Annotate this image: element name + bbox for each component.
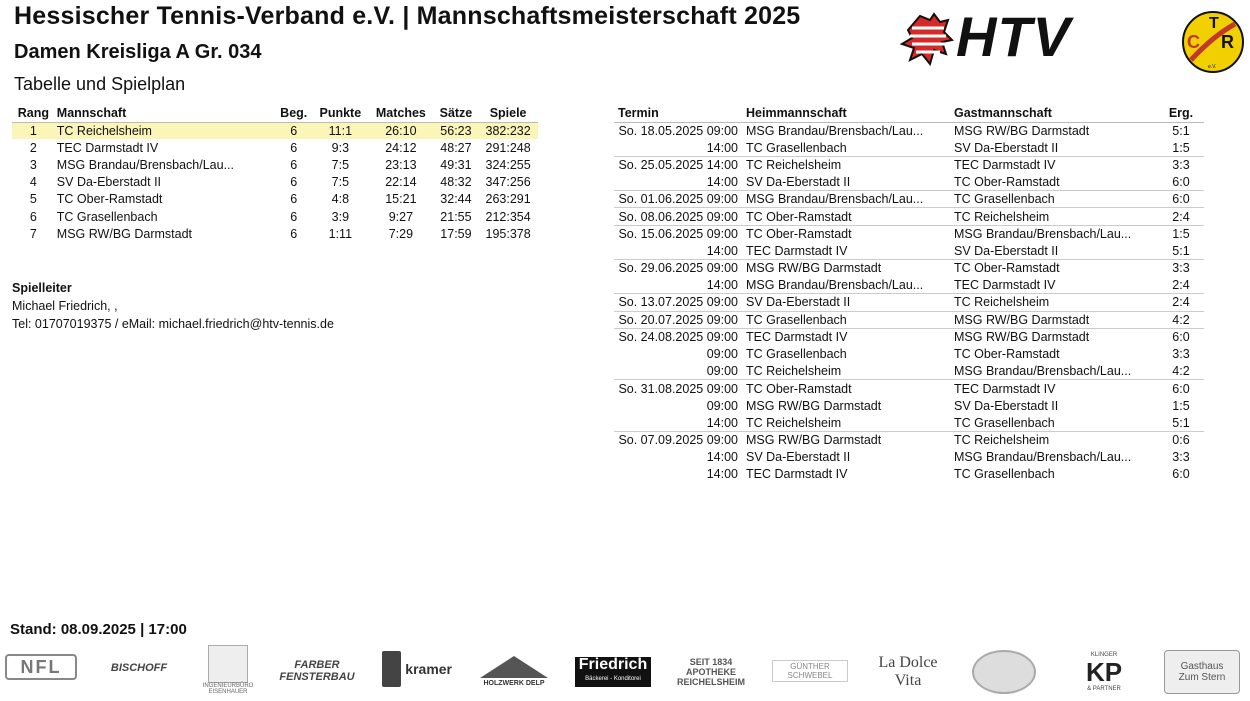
col-punkte: Punkte	[319, 106, 362, 121]
guest-team-cell: TEC Darmstadt IV	[954, 158, 1056, 173]
schedule-header-row	[614, 105, 1204, 122]
home-team-cell: MSG Brandau/Brensbach/Lau...	[746, 192, 924, 207]
guest-team-cell: SV Da-Eberstadt II	[954, 140, 1059, 155]
result-cell: 3:3	[1172, 347, 1190, 362]
result-cell: 6:0	[1172, 330, 1190, 345]
termin-cell: 14:00	[706, 450, 738, 465]
stern-line2: Zum Stern	[1178, 672, 1226, 683]
club-logo-letter-r: R	[1221, 32, 1234, 52]
home-team-cell: TC Ober-Ramstadt	[746, 209, 852, 224]
rank-cell: 2	[29, 140, 37, 155]
schedule-row	[614, 431, 1204, 448]
result-cell: 2:4	[1172, 278, 1190, 293]
col-rang: Rang	[17, 106, 50, 121]
result-cell: 4:2	[1172, 312, 1190, 327]
standings-row	[12, 208, 538, 225]
schedule-row	[614, 225, 1204, 242]
result-cell: 0:6	[1172, 433, 1190, 448]
sets-cell: 48:32	[440, 175, 472, 190]
home-team-cell: TC Grasellenbach	[746, 347, 847, 362]
standings-row	[12, 156, 538, 173]
termin-cell: So. 13.07.2025 09:00	[618, 295, 738, 310]
klinger-bottom: & PARTNER	[1087, 686, 1121, 692]
games-cell: 263:291	[485, 192, 531, 207]
club-logo	[1181, 10, 1245, 76]
schedule-row	[614, 449, 1204, 466]
sponsor-bischoff-logo: BISCHOFF	[110, 662, 168, 674]
schedule-row	[614, 174, 1204, 191]
kramer-emblem-icon	[382, 651, 401, 687]
matches-cell: 9:27	[388, 209, 414, 224]
rank-cell: 5	[29, 192, 37, 207]
schedule-row	[614, 191, 1204, 208]
schedule-row	[614, 122, 1204, 139]
friedrich-text: Friedrich	[578, 656, 648, 673]
result-cell: 6:0	[1172, 192, 1190, 207]
team-cell: TEC Darmstadt IV	[56, 140, 159, 155]
result-cell: 1:5	[1172, 398, 1190, 413]
guest-team-cell: TC Ober-Ramstadt	[954, 174, 1060, 189]
ingenieurbuero-text: INGENIEURBÜRO EISENHAUER	[202, 683, 254, 695]
col-ergebnis: Erg.	[1168, 106, 1194, 121]
result-cell: 5:1	[1172, 415, 1190, 430]
termin-cell: 14:00	[706, 243, 738, 258]
schedule-row	[614, 311, 1204, 328]
sets-cell: 49:31	[440, 157, 472, 172]
spielleiter-name: Michael Friedrich, ,	[12, 299, 118, 313]
sets-cell: 56:23	[434, 122, 479, 139]
rank-cell: 1	[12, 122, 55, 139]
col-saetze: Sätze	[439, 106, 473, 121]
sponsor-kramer-logo	[382, 650, 452, 688]
played-cell: 6	[290, 226, 298, 241]
schedule-row	[614, 242, 1204, 259]
points-cell: 1:11	[328, 226, 353, 241]
schedule-row	[614, 156, 1204, 173]
home-team-cell: TEC Darmstadt IV	[746, 330, 848, 345]
guest-team-cell: SV Da-Eberstadt II	[954, 243, 1059, 258]
standings-row	[12, 139, 538, 156]
col-termin: Termin	[618, 106, 659, 121]
termin-cell: So. 07.09.2025 09:00	[618, 433, 738, 448]
played-cell: 6	[290, 209, 298, 224]
sponsor-bar	[0, 640, 1250, 701]
htv-logo	[900, 5, 1116, 72]
result-cell: 6:0	[1172, 467, 1190, 482]
guest-team-cell: SV Da-Eberstadt II	[954, 398, 1059, 413]
schedule-row	[614, 397, 1204, 414]
guest-team-cell: TEC Darmstadt IV	[954, 278, 1056, 293]
schedule-row	[614, 380, 1204, 397]
sponsor-ingenieurbuero-logo	[204, 642, 252, 698]
result-cell: 4:2	[1172, 363, 1190, 378]
rank-cell: 6	[29, 209, 37, 224]
termin-cell: So. 25.05.2025 14:00	[618, 158, 738, 173]
points-cell: 4:8	[331, 192, 350, 207]
termin-cell: 14:00	[706, 140, 738, 155]
holzwerk-text: HOLZWERK DELP	[483, 679, 545, 687]
home-team-cell: TEC Darmstadt IV	[746, 243, 848, 258]
guest-team-cell: TC Ober-Ramstadt	[954, 347, 1060, 362]
team-cell: MSG RW/BG Darmstadt	[56, 226, 193, 241]
guest-team-cell: TC Grasellenbach	[954, 467, 1055, 482]
guest-team-cell: MSG RW/BG Darmstadt	[954, 123, 1090, 138]
klinger-kp: KP	[1085, 657, 1123, 687]
result-cell: 6:0	[1172, 174, 1190, 189]
klinger-top: KLINGER	[1090, 652, 1118, 658]
league-subtitle: Damen Kreisliga A Gr. 034	[14, 41, 262, 63]
termin-cell: So. 20.07.2025 09:00	[618, 312, 738, 327]
guest-team-cell: TC Grasellenbach	[954, 415, 1055, 430]
standings-row	[12, 174, 538, 191]
points-cell: 7:5	[331, 175, 350, 190]
result-cell: 6:0	[1172, 381, 1190, 396]
result-cell: 3:3	[1172, 261, 1190, 276]
games-cell: 291:248	[485, 140, 531, 155]
roof-icon	[480, 656, 548, 678]
col-gastmannschaft: Gastmannschaft	[954, 106, 1052, 121]
played-cell: 6	[290, 140, 298, 155]
club-logo-letter-t: T	[1209, 15, 1219, 32]
termin-cell: So. 01.06.2025 09:00	[618, 192, 738, 207]
termin-cell: 09:00	[706, 347, 738, 362]
guest-team-cell: TC Reichelsheim	[954, 433, 1050, 448]
termin-cell: 09:00	[706, 363, 738, 378]
guest-team-cell: TC Reichelsheim	[954, 209, 1050, 224]
points-cell: 3:9	[331, 209, 350, 224]
sponsor-klinger-logo	[1072, 644, 1136, 700]
home-team-cell: SV Da-Eberstadt II	[746, 450, 851, 465]
col-beg: Beg.	[280, 106, 308, 121]
games-cell: 195:378	[485, 226, 531, 241]
standings-row	[12, 122, 538, 139]
home-team-cell: TEC Darmstadt IV	[746, 467, 848, 482]
sets-cell: 21:55	[440, 209, 472, 224]
guest-team-cell: MSG RW/BG Darmstadt	[954, 330, 1090, 345]
standings-header-row	[12, 105, 538, 122]
spielleiter-heading: Spielleiter	[12, 281, 72, 295]
schedule-row	[614, 414, 1204, 431]
spielleiter-contact: Tel: 01707019375 / eMail: michael.friedrich@htv-tennis.de	[12, 317, 334, 331]
home-team-cell: SV Da-Eberstadt II	[746, 295, 851, 310]
home-team-cell: TC Grasellenbach	[746, 140, 847, 155]
schedule-row	[614, 277, 1204, 294]
club-logo-letter-c: C	[1187, 32, 1200, 52]
sets-cell: 48:27	[440, 140, 472, 155]
termin-cell: So. 24.08.2025 09:00	[618, 330, 738, 345]
schedule-row	[614, 294, 1204, 311]
points-cell: 11:1	[313, 122, 368, 139]
schedule-row	[614, 363, 1204, 380]
result-cell: 5:1	[1172, 243, 1190, 258]
guest-team-cell: MSG Brandau/Brensbach/Lau...	[954, 363, 1132, 378]
games-cell: 324:255	[485, 157, 531, 172]
games-cell: 212:354	[485, 209, 531, 224]
home-team-cell: TC Ober-Ramstadt	[746, 226, 852, 241]
termin-cell: 09:00	[706, 398, 738, 413]
club-logo-ev: e.V.	[1208, 64, 1217, 70]
termin-cell: So. 29.06.2025 09:00	[618, 261, 738, 276]
guest-team-cell: TC Ober-Ramstadt	[954, 261, 1060, 276]
home-team-cell: TC Reichelsheim	[746, 415, 842, 430]
ingenieurbuero-icon	[208, 645, 248, 683]
team-cell: TC Grasellenbach	[56, 209, 158, 224]
htv-logo-text: HTV	[956, 5, 1071, 68]
played-cell: 6	[290, 192, 298, 207]
result-cell: 1:5	[1172, 140, 1190, 155]
sponsor-nfl-logo: NFL	[5, 654, 77, 680]
termin-cell: So. 18.05.2025 09:00	[618, 123, 738, 138]
stern-line1: Gasthaus	[1180, 661, 1224, 672]
schedule-row	[614, 466, 1204, 483]
kramer-text: kramer	[405, 661, 452, 677]
guest-team-cell: TEC Darmstadt IV	[954, 381, 1056, 396]
team-cell: SV Da-Eberstadt II	[56, 175, 162, 190]
standings-table	[12, 105, 538, 242]
rank-cell: 4	[29, 175, 37, 190]
schedule-row	[614, 345, 1204, 362]
termin-cell: 14:00	[706, 467, 738, 482]
schedule-table	[614, 105, 1204, 483]
col-matches: Matches	[375, 106, 426, 121]
guest-team-cell: MSG Brandau/Brensbach/Lau...	[954, 226, 1132, 241]
schedule-row	[614, 260, 1204, 277]
col-heimmannschaft: Heimmannschaft	[746, 106, 847, 121]
games-cell: 382:232	[478, 122, 538, 139]
kids-cartoon-icon	[972, 650, 1036, 694]
matches-cell: 22:14	[385, 175, 417, 190]
home-team-cell: MSG RW/BG Darmstadt	[746, 398, 882, 413]
home-team-cell: MSG RW/BG Darmstadt	[746, 433, 882, 448]
friedrich-sub: Bäckerei - Konditorei	[585, 676, 641, 682]
rank-cell: 7	[29, 226, 37, 241]
sponsor-holzwerk-logo	[476, 646, 552, 696]
matches-cell: 15:21	[385, 192, 417, 207]
guest-team-cell: TC Reichelsheim	[954, 295, 1050, 310]
section-title: Tabelle und Spielplan	[14, 74, 186, 94]
guest-team-cell: TC Grasellenbach	[954, 192, 1055, 207]
col-spiele: Spiele	[489, 106, 527, 121]
termin-cell: So. 15.06.2025 09:00	[618, 226, 738, 241]
home-team-cell: TC Grasellenbach	[746, 312, 847, 327]
sponsor-zum-stern-logo	[1164, 650, 1240, 694]
termin-cell: 14:00	[706, 174, 738, 189]
schedule-row	[614, 139, 1204, 156]
home-team-cell: TC Reichelsheim	[746, 158, 842, 173]
played-cell: 6	[290, 157, 298, 172]
points-cell: 9:3	[331, 140, 350, 155]
sponsor-apotheke-logo	[674, 658, 748, 686]
standings-row	[12, 191, 538, 208]
result-cell: 3:3	[1172, 158, 1190, 173]
sponsor-schwebel-logo: GÜNTHER SCHWEBEL	[772, 660, 848, 682]
sponsor-friedrich-logo	[575, 657, 651, 687]
team-cell: TC Reichelsheim	[55, 122, 275, 139]
home-team-cell: MSG Brandau/Brensbach/Lau...	[746, 123, 924, 138]
col-mannschaft: Mannschaft	[56, 106, 127, 121]
sets-cell: 32:44	[440, 192, 472, 207]
hessen-lion-icon	[900, 10, 954, 70]
matches-cell: 24:12	[385, 140, 417, 155]
page-title: Hessischer Tennis-Verband e.V. | Mannschaftsmeisterschaft 2025	[14, 2, 801, 30]
played-cell: 6	[275, 122, 313, 139]
schedule-row	[614, 208, 1204, 225]
spielleiter-block	[12, 279, 334, 333]
guest-team-cell: MSG Brandau/Brensbach/Lau...	[954, 450, 1132, 465]
schedule-row	[614, 328, 1204, 345]
result-cell: 1:5	[1172, 226, 1190, 241]
home-team-cell: TC Reichelsheim	[746, 363, 842, 378]
stand-timestamp: Stand: 08.09.2025 | 17:00	[10, 621, 187, 638]
termin-cell: So. 31.08.2025 09:00	[618, 381, 738, 396]
result-cell: 2:4	[1172, 295, 1190, 310]
guest-team-cell: MSG RW/BG Darmstadt	[954, 312, 1090, 327]
apotheke-line1: SEIT 1834 APOTHEKE	[685, 657, 736, 677]
apotheke-line2: REICHELSHEIM	[676, 677, 745, 687]
matches-cell: 26:10	[368, 122, 434, 139]
home-team-cell: MSG RW/BG Darmstadt	[746, 261, 882, 276]
matches-cell: 23:13	[385, 157, 417, 172]
games-cell: 347:256	[485, 175, 531, 190]
home-team-cell: SV Da-Eberstadt II	[746, 174, 851, 189]
team-cell: TC Ober-Ramstadt	[56, 192, 163, 207]
team-cell: MSG Brandau/Brensbach/Lau...	[56, 157, 234, 172]
home-team-cell: MSG Brandau/Brensbach/Lau...	[746, 278, 924, 293]
result-cell: 2:4	[1172, 209, 1190, 224]
home-team-cell: TC Ober-Ramstadt	[746, 381, 852, 396]
points-cell: 7:5	[331, 157, 350, 172]
sponsor-kids-logo	[968, 646, 1040, 698]
standings-row	[12, 225, 538, 242]
rank-cell: 3	[29, 157, 37, 172]
termin-cell: 14:00	[706, 415, 738, 430]
sponsor-dolce-vita-logo: La Dolce Vita	[878, 654, 938, 689]
termin-cell: So. 08.06.2025 09:00	[618, 209, 738, 224]
matches-cell: 7:29	[388, 226, 414, 241]
termin-cell: 14:00	[706, 278, 738, 293]
played-cell: 6	[290, 175, 298, 190]
result-cell: 5:1	[1172, 123, 1190, 138]
result-cell: 3:3	[1172, 450, 1190, 465]
sponsor-farber-logo: FARBER FENSTERBAU	[279, 659, 355, 683]
sets-cell: 17:59	[440, 226, 472, 241]
